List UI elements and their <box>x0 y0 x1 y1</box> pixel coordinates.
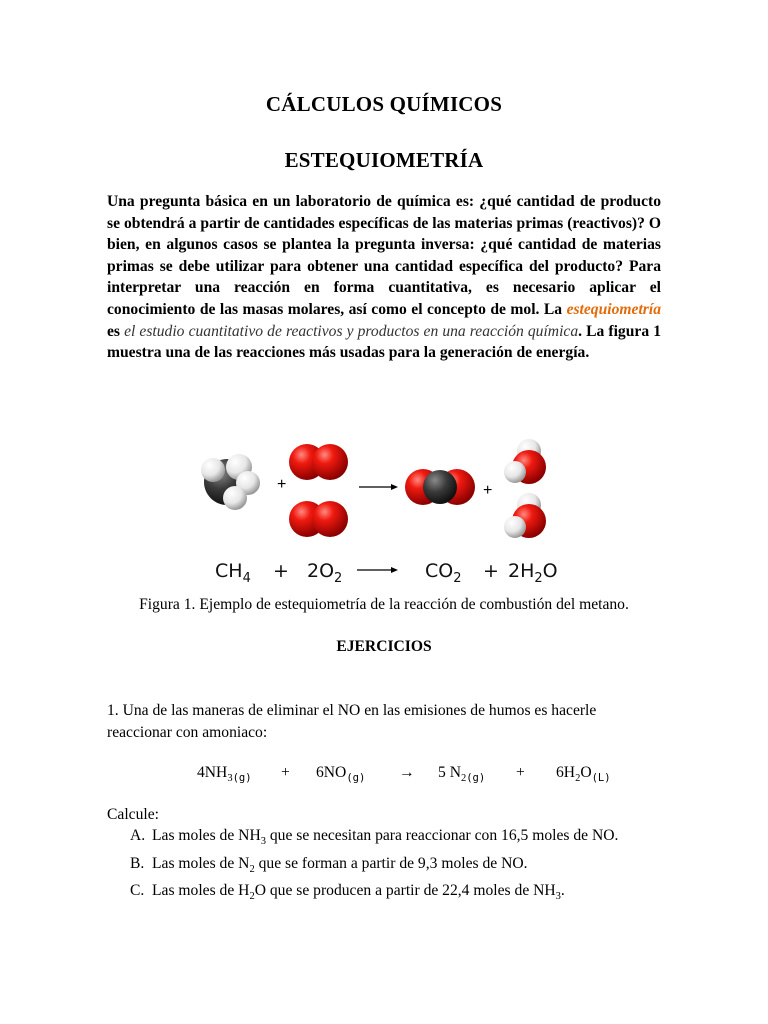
carbon-dioxide-molecule <box>405 469 475 505</box>
reactant-methane: $CH_4$ <box>215 560 251 586</box>
figure-caption: Figura 1. Ejemplo de estequiometría de la reacción de combustión del metano. <box>139 596 629 613</box>
product-water: $6H_2O_{(L)}$ <box>556 764 611 785</box>
intro-text-3: . La figura 1 muestra una de las reacciones más usadas para la generación de energía. <box>107 322 661 362</box>
equation-arrow <box>357 558 399 587</box>
plus-sign: + <box>516 764 525 781</box>
list-marker: B. <box>130 854 145 872</box>
oxygen-molecule-top <box>289 444 348 480</box>
plus-sign: + <box>483 482 493 499</box>
plus-sign: + <box>273 560 289 582</box>
list-item: C. Las moles de $H_2O$ que se producen a partir de 22,4 moles de $NH_3$. <box>130 882 565 903</box>
water-molecule-top <box>504 439 546 484</box>
product-co2: $CO_2$ <box>425 560 462 586</box>
plus-sign: + <box>483 560 499 582</box>
calculate-label: Calcule: <box>107 806 159 823</box>
product-nitrogen: 5 $N_{2(g)}$ <box>438 764 486 785</box>
list-item: A. Las moles de $NH_3$ que se necesitan para reaccionar con 16,5 moles de NO. <box>130 827 619 848</box>
list-marker: A. <box>130 827 146 844</box>
section-heading: EJERCICIOS <box>336 638 432 655</box>
product-water: $2H_2O$ <box>508 560 558 586</box>
ammonia-reaction-equation <box>0 764 768 788</box>
reactant-no: $6NO_{(g)}$ <box>316 764 366 785</box>
methane-molecule <box>201 454 260 510</box>
plus-sign: + <box>277 476 287 493</box>
oxygen-molecule-bottom <box>289 501 348 537</box>
definition-text: el estudio cuantitativo de reactivos y productos en una reacción química <box>124 322 579 340</box>
water-molecule-bottom <box>504 493 546 538</box>
exercise-list <box>130 825 664 908</box>
plus-sign: + <box>281 764 290 781</box>
intro-text-1: Una pregunta básica en un laboratorio de química es: ¿qué cantidad de producto se obtendrá a partir de cantidades específicas de las materias primas (reactivos)? O bien, en algunos casos se plantea la pregunta inversa: ¿qué cantidad de materias primas se debe utilizar para obtener una cantidad específica del producto? Para interpretar una reacción en forma cuantitativa, es necesario aplicar el conocimiento de las masas molares, así como el concepto de mol. La <box>107 193 661 318</box>
intro-text-2: es <box>107 322 125 340</box>
combustion-equation <box>215 560 575 586</box>
reactant-ammonia: $4NH_{3(g)}$ <box>197 764 252 785</box>
list-marker: C. <box>130 882 145 900</box>
reaction-arrow-figure <box>359 484 398 490</box>
intro-paragraph <box>107 191 661 364</box>
reactant-oxygen: $2O_2$ <box>307 560 343 586</box>
reaction-arrow: → <box>399 764 415 781</box>
highlighted-term: estequiometría <box>566 300 661 318</box>
page-subtitle: ESTEQUIOMETRÍA <box>284 148 484 172</box>
page-title: CÁLCULOS QUÍMICOS <box>265 92 503 116</box>
list-item: B. Las moles de $N_2$ que se forman a partir de 9,3 moles de NO. <box>130 854 528 875</box>
exercise-1-text: 1. Una de las maneras de eliminar el NO en las emisiones de humos es hacerle reaccionar con amoniaco: <box>107 702 597 741</box>
